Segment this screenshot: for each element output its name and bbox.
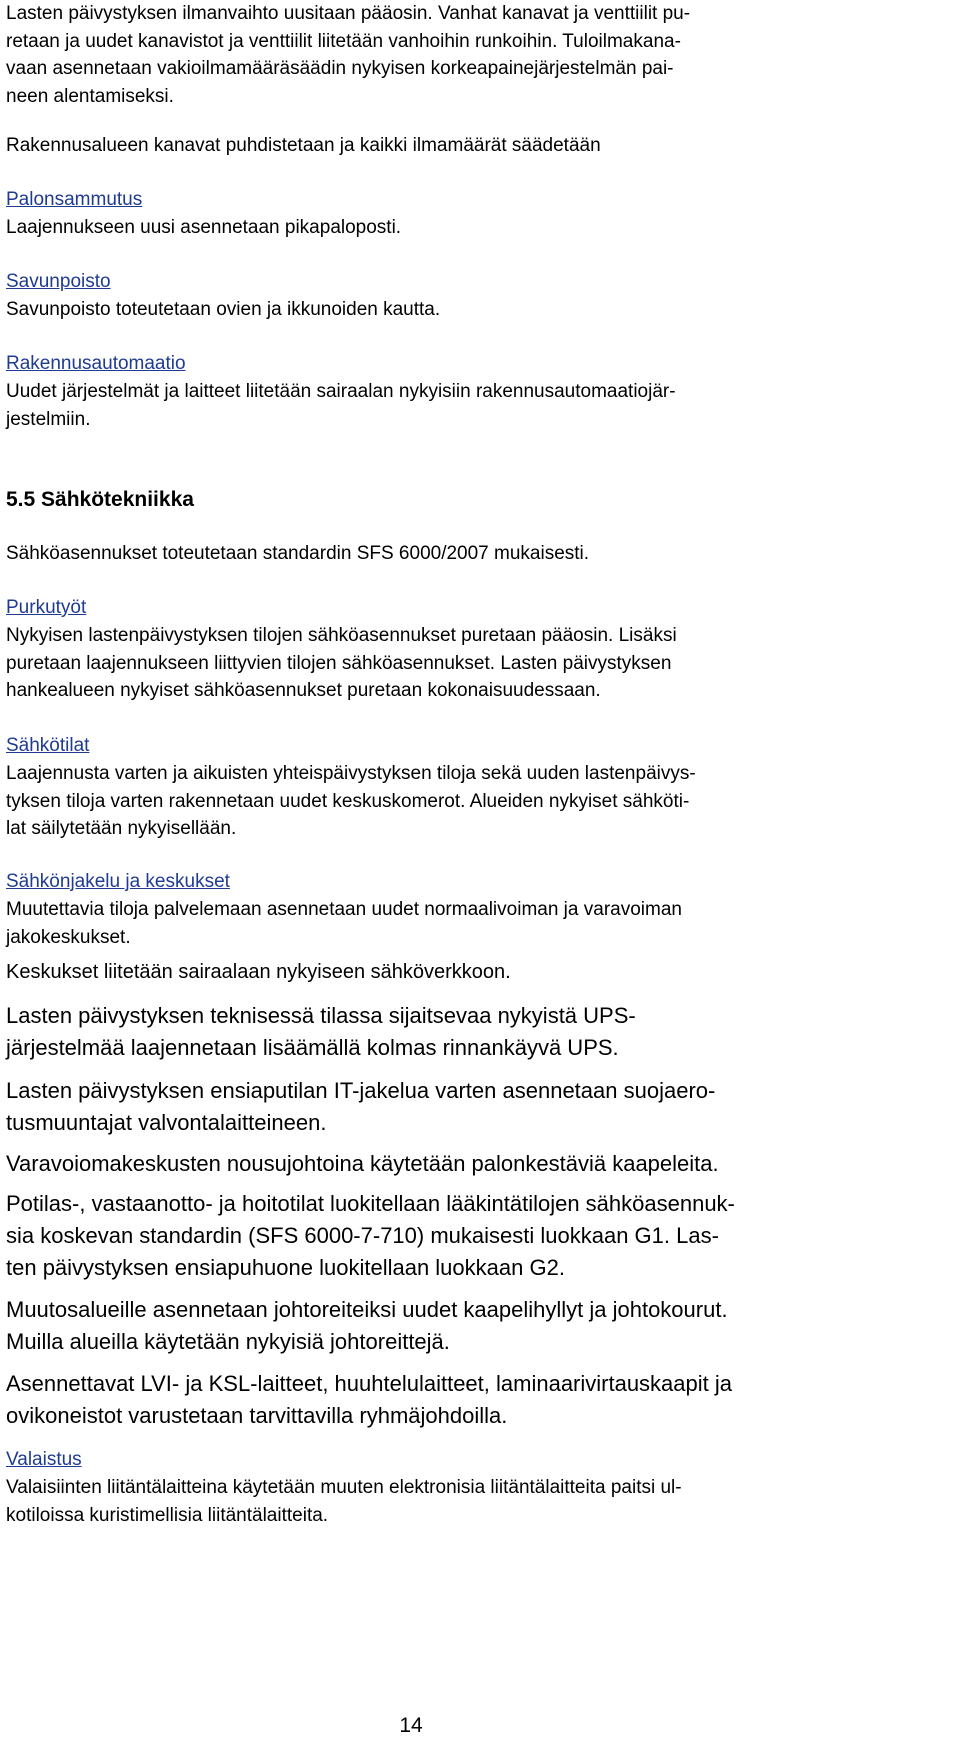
paragraph-palonsammutus: Laajennukseen uusi asennetaan pikapaloposti. <box>6 217 402 238</box>
heading-palonsammutus: Palonsammutus <box>6 189 143 210</box>
paragraph-valaistus: Valaisiinten liitäntälaitteina käytetään muuten elektronisia liitäntälaitteita paitsi ul- kotiloissa kuristimellisia liitäntälaitteita. <box>6 1477 682 1526</box>
section-intro: Sähköasennukset toteutetaan standardin SFS 6000/2007 mukaisesti. <box>6 543 590 564</box>
paragraph-varavoima: Varavoiomakeskusten nousujohtoina käytetään palonkestäviä kaapeleita. <box>6 1151 719 1176</box>
paragraph-purkutyot: Nykyisen lastenpäivystyksen tilojen sähköasennukset puretaan pääosin. Lisäksi puretaan laajennukseen liittyvien tilojen sähköasennukset. Lasten päivystyksen hankealueen nykyiset sähköasennukset puretaan kokonaisuudessaan. <box>6 625 677 702</box>
paragraph-johtoreitit: Muutosalueille asennetaan johtoreiteiksi uudet kaapelihyllyt ja johtokourut. Muilla alueilla käytetään nykyisiä johtoreittejä. <box>6 1297 728 1354</box>
paragraph-rakennusautomaatio: Uudet järjestelmät ja laitteet liitetään sairaalan nykyisiin rakennusautomaatiojär- jestelmiin. <box>6 381 676 430</box>
heading-sahkonjakelu: Sähkönjakelu ja keskukset <box>6 871 230 892</box>
paragraph-it-jakelu: Lasten päivystyksen ensiaputilan IT-jakelua varten asennetaan suojaero- tusmuuntajat valvontalaitteineen. <box>6 1078 716 1135</box>
paragraph-sahkonjakelu: Muutettavia tiloja palvelemaan asennetaan uudet normaalivoiman ja varavoiman jakokeskukset. <box>6 899 682 948</box>
heading-sahkotilat: Sähkötilat <box>6 735 90 756</box>
paragraph-ups: Lasten päivystyksen teknisessä tilassa sijaitsevaa nykyistä UPS- järjestelmää laajennetaan lisäämällä kolmas rinnankäyvä UPS. <box>6 1003 636 1060</box>
paragraph-keskukset: Keskukset liitetään sairaalaan nykyiseen sähköverkkoon. <box>6 961 511 983</box>
paragraph-luokitus: Potilas-, vastaanotto- ja hoitotilat luokitellaan lääkintätilojen sähköasennuk- sia koskevan standardin (SFS 6000-7-710) mukaisesti luokkaan G1. Las- ten päivystyksen ensiapuhuone luokitellaan luokkaan G2. <box>6 1191 735 1280</box>
intro-paragraph-2: Rakennusalueen kanavat puhdistetaan ja kaikki ilmamäärät säädetään <box>6 135 601 156</box>
paragraph-sahkotilat: Laajennusta varten ja aikuisten yhteispäivystyksen tiloja sekä uuden lastenpäivys- tyksen tiloja varten rakennetaan uudet keskuskomerot. Alueiden nykyiset sähköti- lat säilytetään nykyisellään. <box>6 763 696 840</box>
heading-purkutyot: Purkutyöt <box>6 597 87 618</box>
page-number: 14 <box>399 1714 423 1737</box>
heading-rakennusautomaatio: Rakennusautomaatio <box>6 353 186 374</box>
heading-savunpoisto: Savunpoisto <box>6 271 111 292</box>
heading-valaistus: Valaistus <box>6 1449 82 1470</box>
paragraph-savunpoisto: Savunpoisto toteutetaan ovien ja ikkunoiden kautta. <box>6 299 441 320</box>
paragraph-laitteet: Asennettavat LVI- ja KSL-laitteet, huuhtelulaitteet, laminaarivirtauskaapit ja ovikoneistot varustetaan tarvittavilla ryhmäjohdoilla. <box>6 1371 732 1428</box>
intro-paragraph: Lasten päivystyksen ilmanvaihto uusitaan pääosin. Vanhat kanavat ja venttiilit pu- retaan ja uudet kanavistot ja venttiilit liitetään vanhoihin runkoihin. Tuloilmakana- vaan asennetaan vakioilmamääräsäädin nykyisen korkeapainejärjestelmän pai- neen alentamiseksi. <box>6 3 691 107</box>
section-title: 5.5 Sähkötekniikka <box>6 488 194 511</box>
